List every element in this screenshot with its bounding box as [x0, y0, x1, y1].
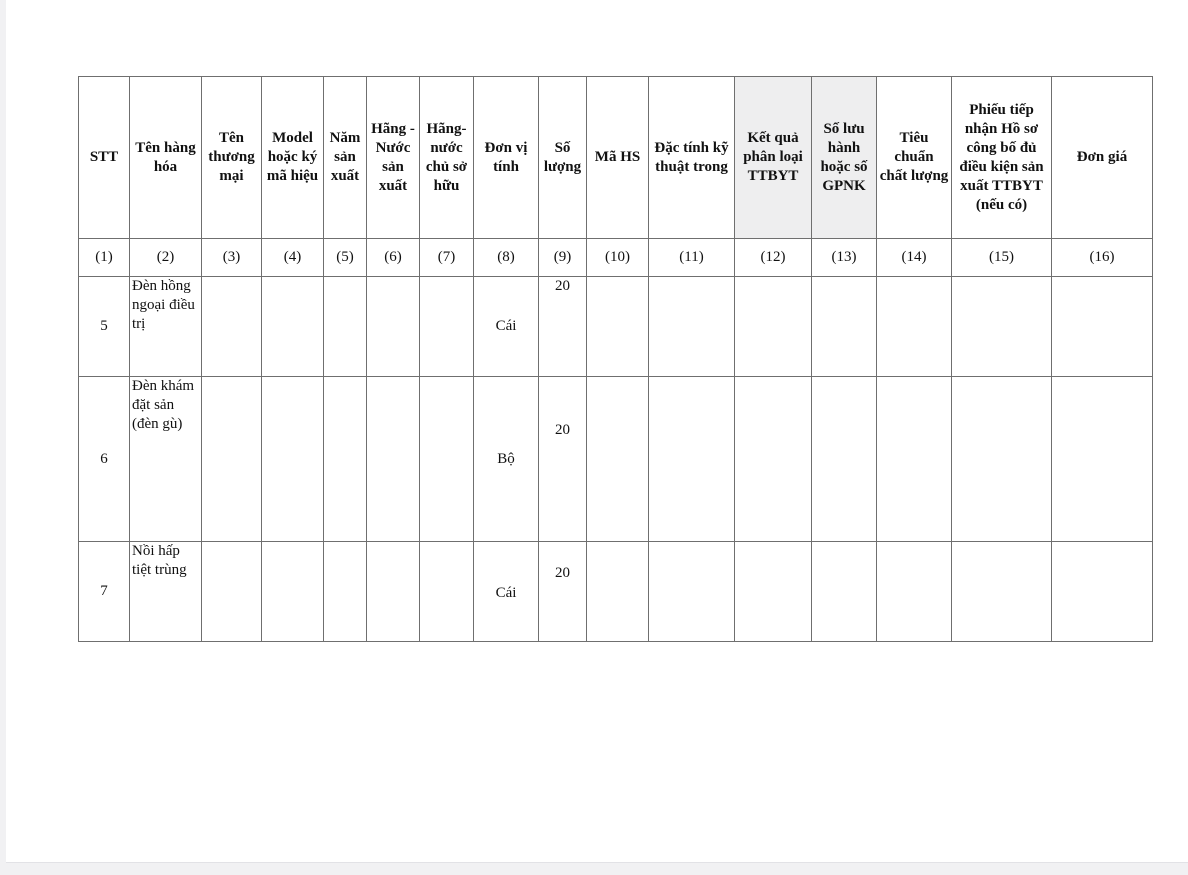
empty-cell	[649, 377, 735, 542]
column-index: (3)	[202, 239, 262, 277]
row-product-name: Đèn hồng ngoại điều trị	[130, 277, 202, 377]
table-row	[79, 377, 1153, 542]
empty-cell	[1052, 377, 1153, 542]
header-manufacturer: Hãng - Nước sản xuất	[367, 77, 420, 239]
header-product-name: Tên hàng hóa	[130, 77, 202, 239]
header-owner: Hãng- nước chủ sở hữu	[420, 77, 474, 239]
header-unit-price: Đơn giá	[1052, 77, 1153, 239]
header-model: Model hoặc ký mã hiệu	[262, 77, 324, 239]
table-row	[79, 277, 1153, 377]
header-quality-standard: Tiêu chuẩn chất lượng	[877, 77, 952, 239]
header-hs-code: Mã HS	[587, 77, 649, 239]
column-index: (8)	[474, 239, 539, 277]
empty-cell	[1052, 542, 1153, 642]
column-index: (15)	[952, 239, 1052, 277]
row-unit: Bộ	[474, 377, 539, 542]
header-classification: Kết quả phân loại TTBYT	[735, 77, 812, 239]
empty-cell	[367, 277, 420, 377]
empty-cell	[420, 542, 474, 642]
header-unit: Đơn vị tính	[474, 77, 539, 239]
column-index: (11)	[649, 239, 735, 277]
row-stt: 6	[79, 377, 130, 542]
empty-cell	[735, 542, 812, 642]
column-index: (5)	[324, 239, 367, 277]
empty-cell	[877, 377, 952, 542]
row-unit: Cái	[474, 277, 539, 377]
empty-cell	[587, 377, 649, 542]
empty-cell	[1052, 277, 1153, 377]
header-declaration: Phiếu tiếp nhận Hồ sơ công bố đủ điều kiện sản xuất TTBYT (nếu có)	[952, 77, 1052, 239]
empty-cell	[649, 277, 735, 377]
empty-cell	[420, 277, 474, 377]
empty-cell	[324, 277, 367, 377]
empty-cell	[587, 542, 649, 642]
empty-cell	[262, 542, 324, 642]
header-specs: Đặc tính kỹ thuật trong	[649, 77, 735, 239]
empty-cell	[735, 277, 812, 377]
empty-cell	[587, 277, 649, 377]
column-index: (16)	[1052, 239, 1153, 277]
empty-cell	[877, 277, 952, 377]
column-index: (7)	[420, 239, 474, 277]
header-quantity: Số lượng	[539, 77, 587, 239]
empty-cell	[952, 377, 1052, 542]
column-index: (10)	[587, 239, 649, 277]
column-index: (1)	[79, 239, 130, 277]
row-product-name: Nồi hấp tiệt trùng	[130, 542, 202, 642]
empty-cell	[202, 377, 262, 542]
row-quantity: 20	[539, 277, 587, 377]
empty-cell	[812, 542, 877, 642]
empty-cell	[877, 542, 952, 642]
empty-cell	[324, 377, 367, 542]
column-index: (6)	[367, 239, 420, 277]
empty-cell	[735, 377, 812, 542]
empty-cell	[367, 542, 420, 642]
empty-cell	[649, 542, 735, 642]
row-stt: 5	[79, 277, 130, 377]
column-index-row	[79, 239, 1153, 277]
empty-cell	[324, 542, 367, 642]
column-index: (13)	[812, 239, 877, 277]
empty-cell	[812, 277, 877, 377]
column-index: (14)	[877, 239, 952, 277]
row-product-name: Đèn khám đặt sản (đèn gù)	[130, 377, 202, 542]
row-quantity: 20	[539, 542, 587, 642]
empty-cell	[262, 277, 324, 377]
table-row	[79, 542, 1153, 642]
empty-cell	[812, 377, 877, 542]
empty-cell	[262, 377, 324, 542]
equipment-table	[78, 76, 1153, 642]
row-unit: Cái	[474, 542, 539, 642]
document-page	[6, 0, 1188, 863]
row-stt: 7	[79, 542, 130, 642]
header-license: Số lưu hành hoặc số GPNK	[812, 77, 877, 239]
column-index: (4)	[262, 239, 324, 277]
empty-cell	[952, 277, 1052, 377]
empty-cell	[420, 377, 474, 542]
header-row	[79, 77, 1153, 239]
empty-cell	[952, 542, 1052, 642]
empty-cell	[202, 277, 262, 377]
header-stt: STT	[79, 77, 130, 239]
row-quantity: 20	[539, 377, 587, 542]
column-index: (9)	[539, 239, 587, 277]
column-index: (2)	[130, 239, 202, 277]
empty-cell	[202, 542, 262, 642]
header-year: Năm sản xuất	[324, 77, 367, 239]
header-trade-name: Tên thương mại	[202, 77, 262, 239]
column-index: (12)	[735, 239, 812, 277]
empty-cell	[367, 377, 420, 542]
